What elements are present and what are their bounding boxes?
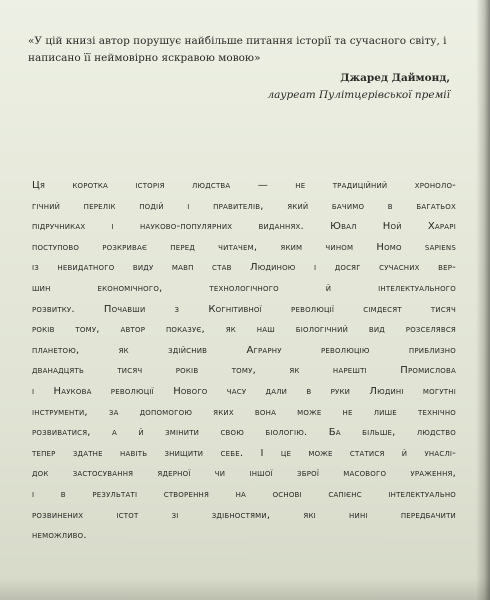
quote-attribution <box>267 70 450 104</box>
description-line: шин економічного, технологічного й інтелектуального <box>32 282 456 294</box>
cover-edge-shadow <box>476 0 490 600</box>
description-line: років тому, автор показує, як наш біологічний вид розселявся <box>32 324 456 336</box>
description-line: і в результаті створення на основі сапієнс інтелектуально <box>32 488 456 500</box>
description-line: гічний перелік подій і правителів, який бачимо в багатьох <box>32 200 456 212</box>
description-line: розвинених істот зі здібностями, які нині передбачити <box>32 509 456 521</box>
description-line: дванадцять тисяч років тому, як нарешті Промислова <box>32 365 456 377</box>
description-line: розвитку. Почавши з Когнітивної революції сімдесят тисяч <box>32 303 456 315</box>
description-line: Ця коротка історія людства — не традиційний хроноло- <box>32 180 456 191</box>
description-line: док застосування ядерної чи іншої зброї масового ураження, <box>32 468 456 480</box>
description-line: із невидатного виду мавп став Людиною і досяг сучасних вер- <box>32 262 456 274</box>
description-line: планетою, як здійснив Аграрну революцію приблизно <box>32 344 456 356</box>
quote-author: Джаред Даймонд, <box>340 72 450 84</box>
quote-author-title: лауреат Пулітцерівської премії <box>267 89 450 101</box>
book-description <box>32 176 456 547</box>
description-line: інструменти, за допомогою яких вона може не лише технічно <box>32 406 456 418</box>
description-line: і Наукова революції Нового часу дали в руки Людині могутні <box>32 385 456 397</box>
description-line: тепер здатне навіть знищити себе. І це може статися й унаслі- <box>32 447 456 459</box>
description-line: поступово розкриває перед читачем, яким чином Homo sapiens <box>32 241 456 253</box>
description-line: неможливо. <box>32 530 87 542</box>
blurb-quote: «У цій книзі автор порушує найбільше питання історії та сучасного світу, і написано її неймовірно яскравою мовою» <box>28 35 447 64</box>
description-line: розвиватися, а й змінити свою біологію. Ба більше, людство <box>32 427 456 439</box>
cover-bottom-shadow <box>0 578 490 600</box>
description-line: підручниках і науково-популярних виданнях. Ювал Ной Харарі <box>32 221 456 233</box>
